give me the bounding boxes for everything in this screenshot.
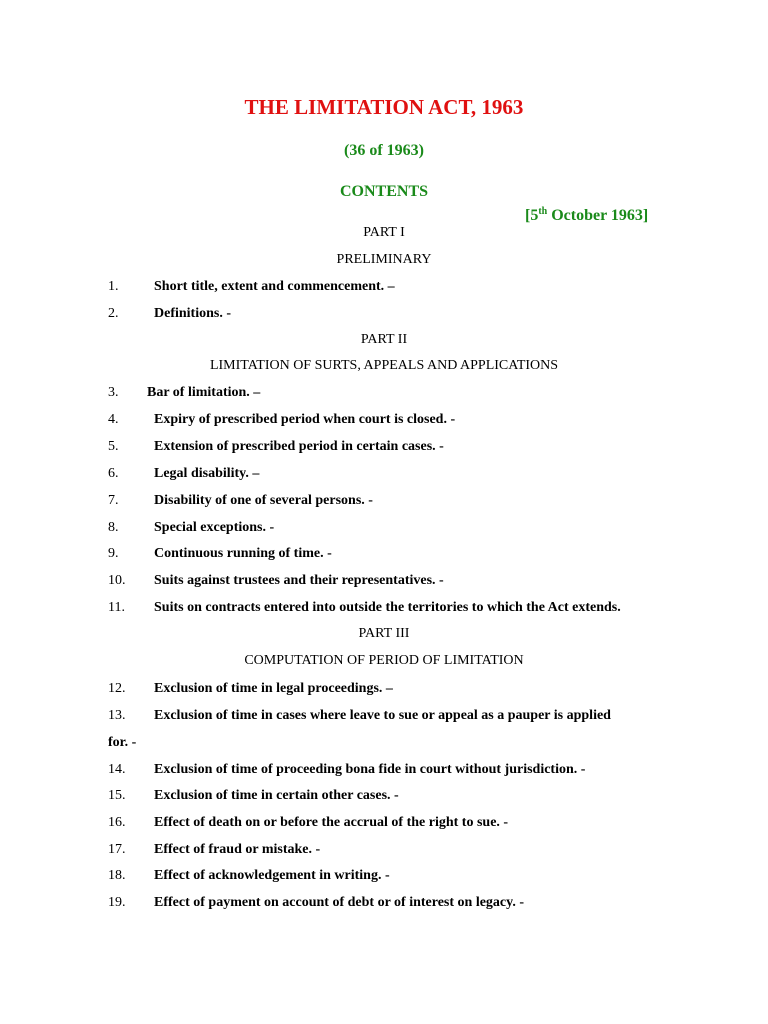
section-number: 5. — [108, 439, 119, 454]
date-open: [5 — [525, 207, 539, 224]
section-title: Suits on contracts entered into outside the territories to which the Act extends. — [154, 600, 621, 615]
section-number: 19. — [108, 895, 126, 910]
section-number: 17. — [108, 842, 126, 857]
section-title: Effect of acknowledgement in writing. - — [154, 868, 390, 883]
section-number: 16. — [108, 815, 126, 830]
part-2-label: PART II — [360, 332, 408, 347]
section-title: Effect of death on or before the accrual of the right to sue. - — [154, 815, 509, 830]
section-number: 4. — [108, 412, 119, 427]
section-number: 13. — [108, 708, 126, 723]
section-number: 15. — [108, 788, 126, 803]
section-number: 1. — [108, 279, 119, 294]
section-number: 10. — [108, 573, 126, 588]
part-3-label: PART III — [358, 626, 410, 641]
section-number: 12. — [108, 681, 126, 696]
section-title-continuation: for. - — [108, 735, 137, 750]
section-title: Exclusion of time in certain other cases. - — [154, 788, 399, 803]
section-number: 7. — [108, 493, 119, 508]
section-title: Suits against trustees and their representatives. - — [154, 573, 444, 588]
section-number: 14. — [108, 762, 126, 777]
section-title: Extension of prescribed period in certain cases. - — [154, 439, 444, 454]
part-3-title: COMPUTATION OF PERIOD OF LIMITATION — [244, 653, 524, 668]
section-number: 8. — [108, 520, 119, 535]
part-1-label: PART I — [363, 225, 405, 240]
section-title: Definitions. - — [154, 306, 231, 321]
act-title: THE LIMITATION ACT, 1963 — [244, 95, 524, 119]
section-title: Disability of one of several persons. - — [154, 493, 373, 508]
section-number: 3. — [108, 385, 119, 400]
date-rest: October 1963] — [547, 207, 649, 224]
section-number: 2. — [108, 306, 119, 321]
section-title: Special exceptions. - — [154, 520, 275, 535]
section-number: 6. — [108, 466, 119, 481]
section-title: Effect of payment on account of debt or of interest on legacy. - — [154, 895, 525, 910]
part-1-title: PRELIMINARY — [336, 252, 432, 267]
section-number: 9. — [108, 546, 119, 561]
section-title: Legal disability. – — [154, 466, 260, 481]
section-number: 11. — [108, 600, 125, 615]
section-title: Continuous running of time. - — [154, 546, 332, 561]
section-number: 18. — [108, 868, 126, 883]
enactment-date — [525, 206, 648, 225]
section-title: Exclusion of time in cases where leave to sue or appeal as a pauper is applied — [154, 708, 611, 723]
section-title: Bar of limitation. – — [147, 385, 261, 400]
section-title: Short title, extent and commencement. – — [154, 279, 395, 294]
contents-heading: CONTENTS — [339, 183, 429, 200]
section-title: Exclusion of time in legal proceedings. – — [154, 681, 393, 696]
section-title: Expiry of prescribed period when court is closed. - — [154, 412, 456, 427]
section-title: Exclusion of time of proceeding bona fide in court without jurisdiction. - — [154, 762, 586, 777]
section-title: Effect of fraud or mistake. - — [154, 842, 321, 857]
date-superscript: th — [538, 206, 548, 217]
act-number: (36 of 1963) — [344, 142, 424, 159]
part-2-title: LIMITATION OF SURTS, APPEALS AND APPLICATIONS — [209, 358, 559, 373]
